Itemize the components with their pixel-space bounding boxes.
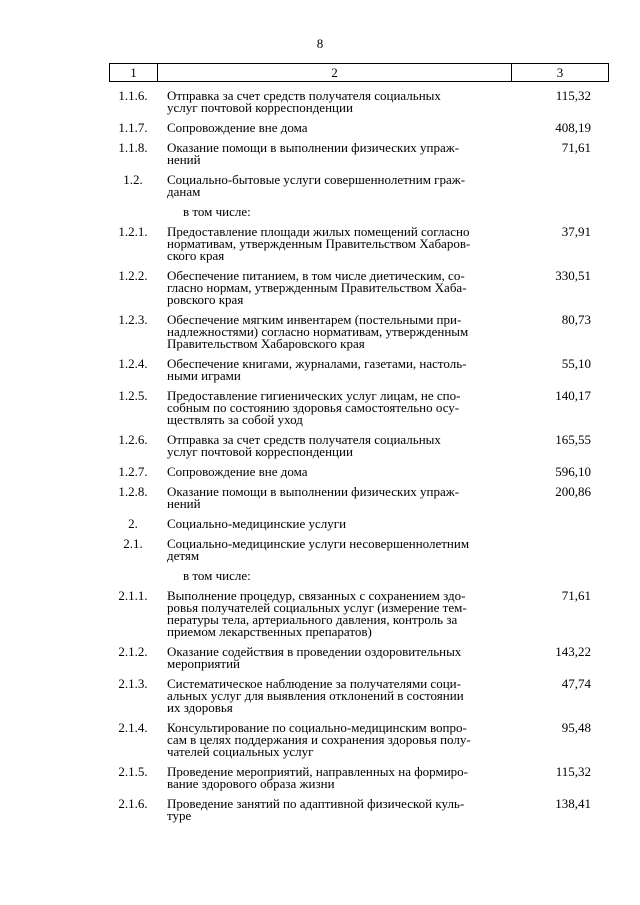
row-value: 47,74 [561,676,591,691]
description-line: чателей социальных услуг [167,744,314,759]
description-line: ровья получателей социальных услуг (измерение тем- [167,600,467,615]
description-line: ского края [167,248,225,263]
description-line: надлежностями) согласно нормативам, утвержденным [167,324,469,339]
row-value: 115,32 [555,764,591,779]
row-number: 1.1.8. [118,140,148,155]
row-value: 330,51 [555,268,591,283]
table-row [109,390,609,426]
row-description [157,518,511,530]
row-value [511,538,609,562]
row-value: 143,22 [555,644,591,659]
header-col-2: 2 [158,64,512,81]
description-line: мероприятий [167,656,240,671]
row-number: 2.1. [123,536,143,551]
description-line: данам [167,184,201,199]
row-number: 1.2.8. [118,484,148,499]
table-row [109,142,609,166]
description-line: Отправка за счет средств получателя социальных [167,88,441,103]
description-line: Выполнение процедур, связанных с сохранением здо- [167,588,466,603]
row-value: 71,61 [561,140,591,155]
table-row [109,90,609,114]
row-value: 596,10 [555,464,591,479]
row-description [157,90,511,114]
row-number: 1.2.2. [118,268,148,283]
description-line: Консультирование по социально-медицинским вопро- [167,720,467,735]
table-row [109,270,609,306]
row-description [157,678,511,714]
row-description [157,226,511,262]
row-number: 1.2.5. [118,388,148,403]
table-row [109,646,609,670]
table-row [109,314,609,350]
description-line: собным по состоянию здоровья самостоятельно осу- [167,400,460,415]
description-line: туре [167,808,192,823]
row-description [157,538,511,562]
row-value: 115,32 [555,88,591,103]
table-body [109,90,609,830]
table-row [109,766,609,790]
row-description [157,646,511,670]
row-value: 95,48 [561,720,591,735]
table-row [109,798,609,822]
row-description [157,122,511,134]
row-value: 165,55 [555,432,591,447]
row-value [511,206,609,218]
row-description [157,466,511,478]
row-value: 408,19 [555,120,591,135]
page-number: 8 [316,36,324,51]
row-number: 1.2.4. [118,356,148,371]
description-line: Проведение мероприятий, направленных на формиро- [167,764,468,779]
description-line: Оказание помощи в выполнении физических упраж- [167,484,460,499]
row-number: 2.1.4. [118,720,148,735]
description-line: Оказание помощи в выполнении физических упраж- [167,140,460,155]
description-line: в том числе: [183,568,251,583]
description-line: ровского края [167,292,244,307]
row-number: 2.1.6. [118,796,148,811]
description-line: в том числе: [183,204,251,219]
description-line: Правительством Хабаровского края [167,336,365,351]
row-description [157,570,511,582]
row-value: 80,73 [561,312,591,327]
description-line: услуг почтовой корреспонденции [167,444,353,459]
description-line: сам в целях поддержания и сохранения здоровья полу- [167,732,471,747]
description-line: гласно нормам, утвержденным Правительством Хаба- [167,280,467,295]
row-value: 138,41 [555,796,591,811]
table-row [109,226,609,262]
description-line: ществлять за собой уход [167,412,303,427]
row-number: 1.2.7. [118,464,148,479]
row-description [157,798,511,822]
description-line: Обеспечение питанием, в том числе диетическим, со- [167,268,465,283]
description-line: Обеспечение мягким инвентарем (постельными при- [167,312,462,327]
table-row [109,678,609,714]
table-row [109,358,609,382]
description-line: Оказание содействия в проведении оздоровительных [167,644,462,659]
description-line: услуг почтовой корреспонденции [167,100,353,115]
header-col-1: 1 [110,64,158,81]
table-row [109,206,609,218]
row-number: 2.1.3. [118,676,148,691]
header-col-3: 3 [556,64,564,80]
description-line: Социально-медицинские услуги несовершеннолетним [167,536,470,551]
table-header [109,63,609,82]
description-line: приемом лекарственных препаратов) [167,624,372,639]
row-number: 1.2. [123,172,143,187]
row-description [157,358,511,382]
description-line: Сопровождение вне дома [167,464,308,479]
row-value: 71,61 [561,588,591,603]
row-value: 200,86 [555,484,591,499]
description-line: ными играми [167,368,241,383]
row-description [157,174,511,198]
table-row [109,486,609,510]
row-number: 1.2.1. [118,224,148,239]
description-line: пературы тела, артериального давления, контроль за [167,612,458,627]
description-line: Социально-бытовые услуги совершеннолетним граж- [167,172,466,187]
row-description [157,722,511,758]
row-description [157,590,511,638]
description-line: Социально-медицинские услуги [167,516,347,531]
description-line: Предоставление площади жилых помещений согласно [167,224,470,239]
row-description [157,142,511,166]
description-line: нений [167,152,201,167]
row-value [511,518,609,530]
row-description [157,270,511,306]
table-row [109,590,609,638]
table-row [109,538,609,562]
row-value [511,174,609,198]
description-line: Обеспечение книгами, журналами, газетами, настоль- [167,356,467,371]
row-number [109,570,157,582]
table-row [109,434,609,458]
row-description [157,390,511,426]
table-row [109,722,609,758]
row-value: 55,10 [561,356,591,371]
description-line: Предоставление гигиенических услуг лицам, не спо- [167,388,461,403]
row-description [157,486,511,510]
row-description [157,766,511,790]
row-number: 1.1.7. [118,120,148,135]
row-number: 1.2.6. [118,432,148,447]
row-number: 2. [128,516,138,531]
description-line: их здоровья [167,700,233,715]
description-line: Систематическое наблюдение за получателями соци- [167,676,461,691]
row-value: 140,17 [555,388,591,403]
description-line: Отправка за счет средств получателя социальных [167,432,441,447]
table-row [109,122,609,134]
description-line: Проведение занятий по адаптивной физической куль- [167,796,465,811]
row-description [157,314,511,350]
description-line: нормативам, утвержденным Правительством Хабаров- [167,236,471,251]
row-description [157,206,511,218]
description-line: нений [167,496,201,511]
row-number: 2.1.1. [118,588,148,603]
table-row [109,466,609,478]
row-value [511,570,609,582]
row-number: 1.1.6. [118,88,148,103]
description-line: Сопровождение вне дома [167,120,308,135]
description-line: вание здорового образа жизни [167,776,335,791]
table-row [109,570,609,582]
description-line: детям [167,548,200,563]
row-number [109,206,157,218]
row-number: 2.1.5. [118,764,148,779]
row-number: 2.1.2. [118,644,148,659]
table-row [109,518,609,530]
table-row [109,174,609,198]
row-value: 37,91 [561,224,591,239]
description-line: альных услуг для выявления отклонений в состоянии [167,688,464,703]
row-description [157,434,511,458]
row-number: 1.2.3. [118,312,148,327]
